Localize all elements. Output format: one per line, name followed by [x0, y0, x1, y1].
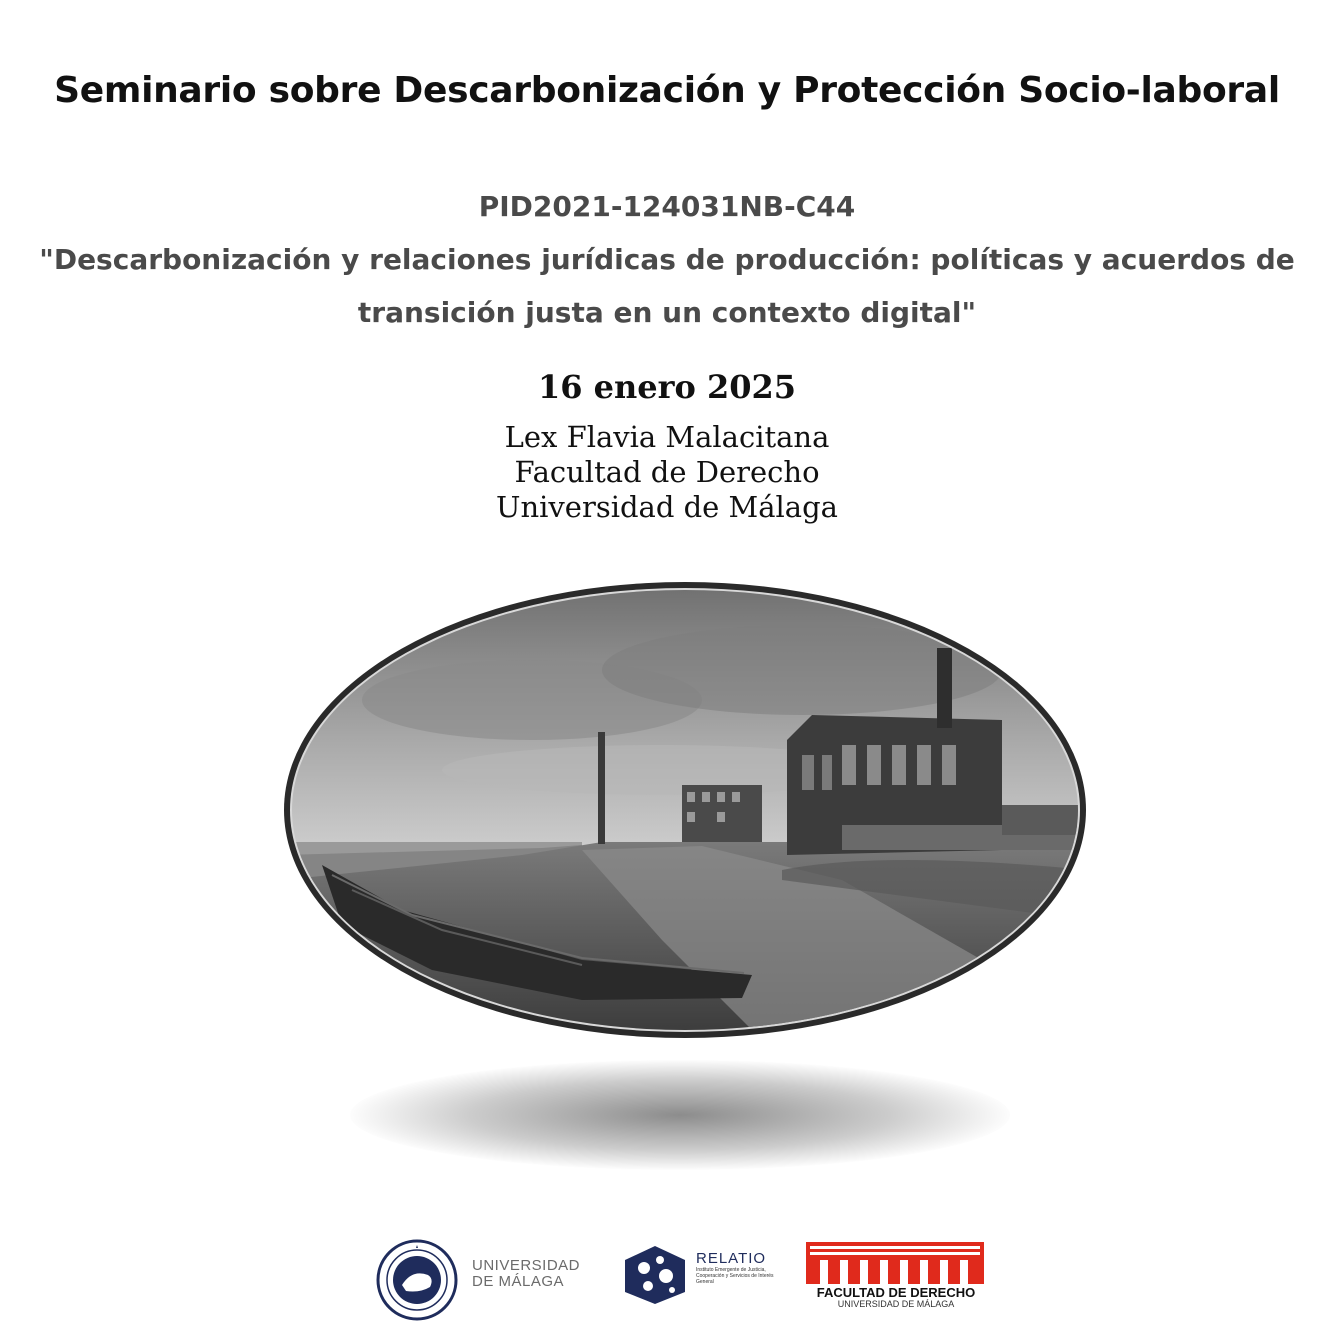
university-seal-icon: [376, 1239, 458, 1321]
relatio-name: RELATIO: [696, 1250, 767, 1267]
venue-line-1: Lex Flavia Malacitana: [504, 420, 830, 454]
faculty-building-icon: [806, 1242, 984, 1284]
uma-line-2: DE MÁLAGA: [472, 1273, 565, 1290]
project-block: [20, 180, 1314, 339]
project-title-line-2: transición justa en un contexto digital": [357, 296, 977, 329]
uma-logo-text: [472, 1258, 580, 1290]
facultad-subtitle: UNIVERSIDAD DE MÁLAGA: [837, 1299, 955, 1309]
event-venue: [0, 420, 1334, 525]
photo-shadow: [350, 1060, 1010, 1170]
event-date: 16 enero 2025: [537, 368, 797, 406]
project-code: PID2021-124031NB-C44: [478, 190, 856, 223]
industrial-ruins-photo-icon: [282, 580, 1088, 1040]
facultad-name: FACULTAD DE DERECHO: [816, 1285, 976, 1300]
photo-frame: [282, 580, 1088, 1044]
relatio-cube-icon: [622, 1244, 688, 1306]
relatio-subtitle: Instituto Emergente de Justicia, Cooperación y Servicios de Interés General: [696, 1267, 774, 1285]
venue-line-2: Facultad de Derecho: [514, 455, 820, 489]
venue-line-3: Universidad de Málaga: [496, 490, 838, 524]
page-title: Seminario sobre Descarbonización y Protección Socio-laboral: [54, 70, 1280, 111]
uma-line-1: UNIVERSIDAD: [472, 1257, 581, 1274]
logos-bar: [0, 1230, 1334, 1330]
project-title-line-1: "Descarbonización y relaciones jurídicas de producción: políticas y acuerdos de: [39, 243, 1295, 276]
